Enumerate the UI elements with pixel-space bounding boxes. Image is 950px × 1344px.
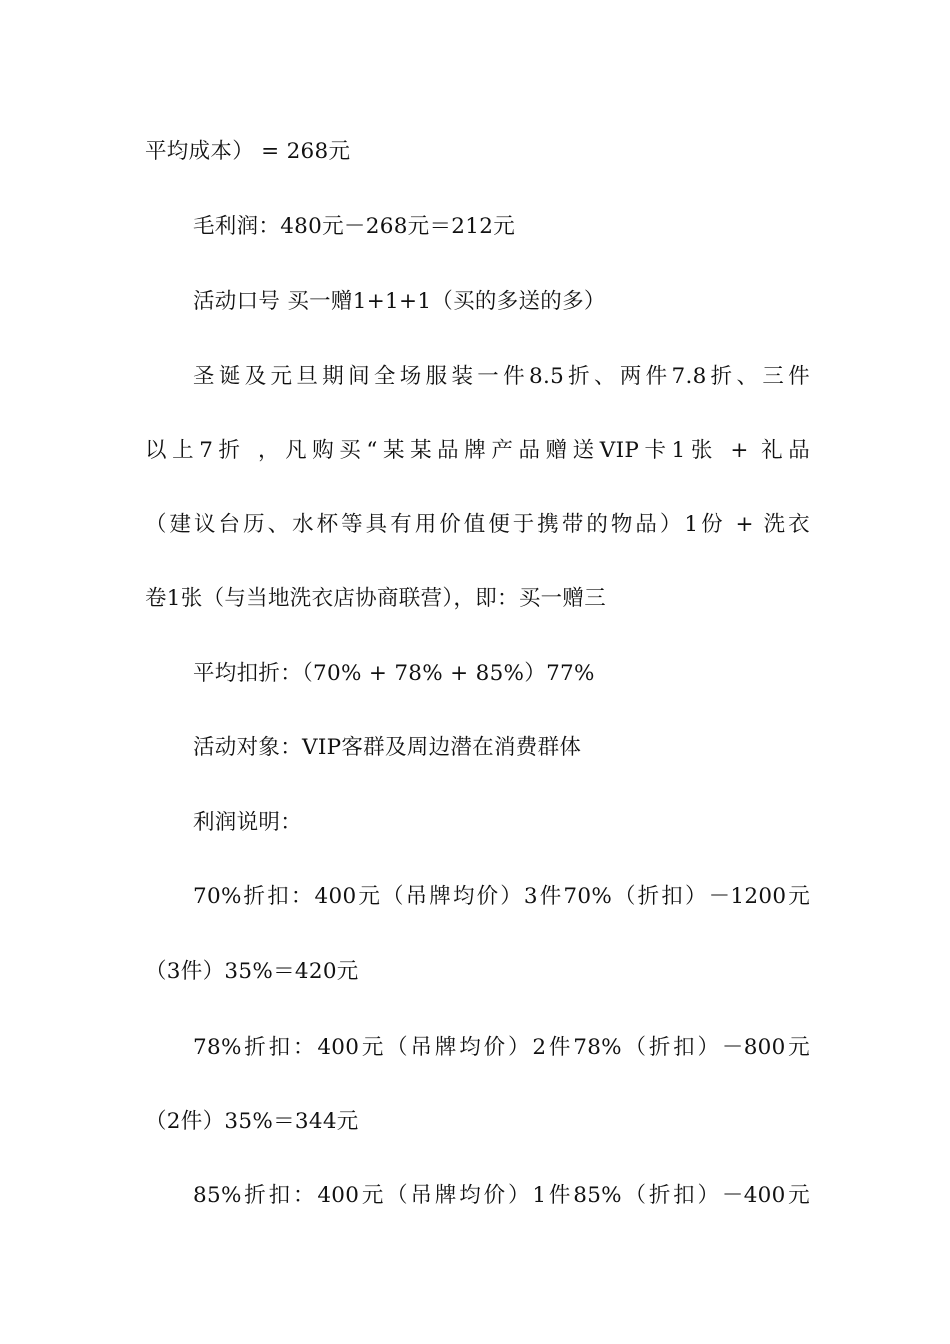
- text-line-profit-heading: 利润说明：: [193, 810, 303, 835]
- text-line-promo-3: （建议台历、水杯等具有用价值便于携带的物品）1份 + 洗衣: [145, 512, 810, 537]
- text-line-promo-1: 圣诞及元旦期间全场服装一件8.5折、两件7.8折、三件: [193, 364, 810, 389]
- text-line-78-result: （2件）35%＝344元: [145, 1109, 359, 1134]
- text-line-gross-profit: 毛利润：480元－268元＝212元: [193, 214, 516, 239]
- text-line-promo-4: 卷1张（与当地洗衣店协商联营），即：买一赠三: [145, 586, 607, 611]
- text-line-70-result: （3件）35%＝420元: [145, 959, 359, 984]
- text-line-85-discount: 85%折扣：400元（吊牌均价）1件85%（折扣）－400元: [193, 1183, 810, 1208]
- text-line-78-discount: 78%折扣：400元（吊牌均价）2件78%（折扣）－800元: [193, 1035, 810, 1060]
- text-line-target: 活动对象：VIP客群及周边潜在消费群体: [193, 735, 582, 760]
- text-line-avg-cost: 平均成本） = 268元: [145, 139, 351, 164]
- text-line-slogan: 活动口号 买一赠1+1+1（买的多送的多）: [193, 289, 606, 314]
- text-line-70-discount: 70%折扣：400元（吊牌均价）3件70%（折扣）－1200元: [193, 884, 810, 909]
- text-line-avg-discount: 平均扣折：（70% + 78% + 85%）77%: [193, 661, 595, 686]
- text-line-promo-2: 以上7折 ，凡购买“某某品牌产品赠送VIP卡1张 + 礼品: [145, 438, 810, 463]
